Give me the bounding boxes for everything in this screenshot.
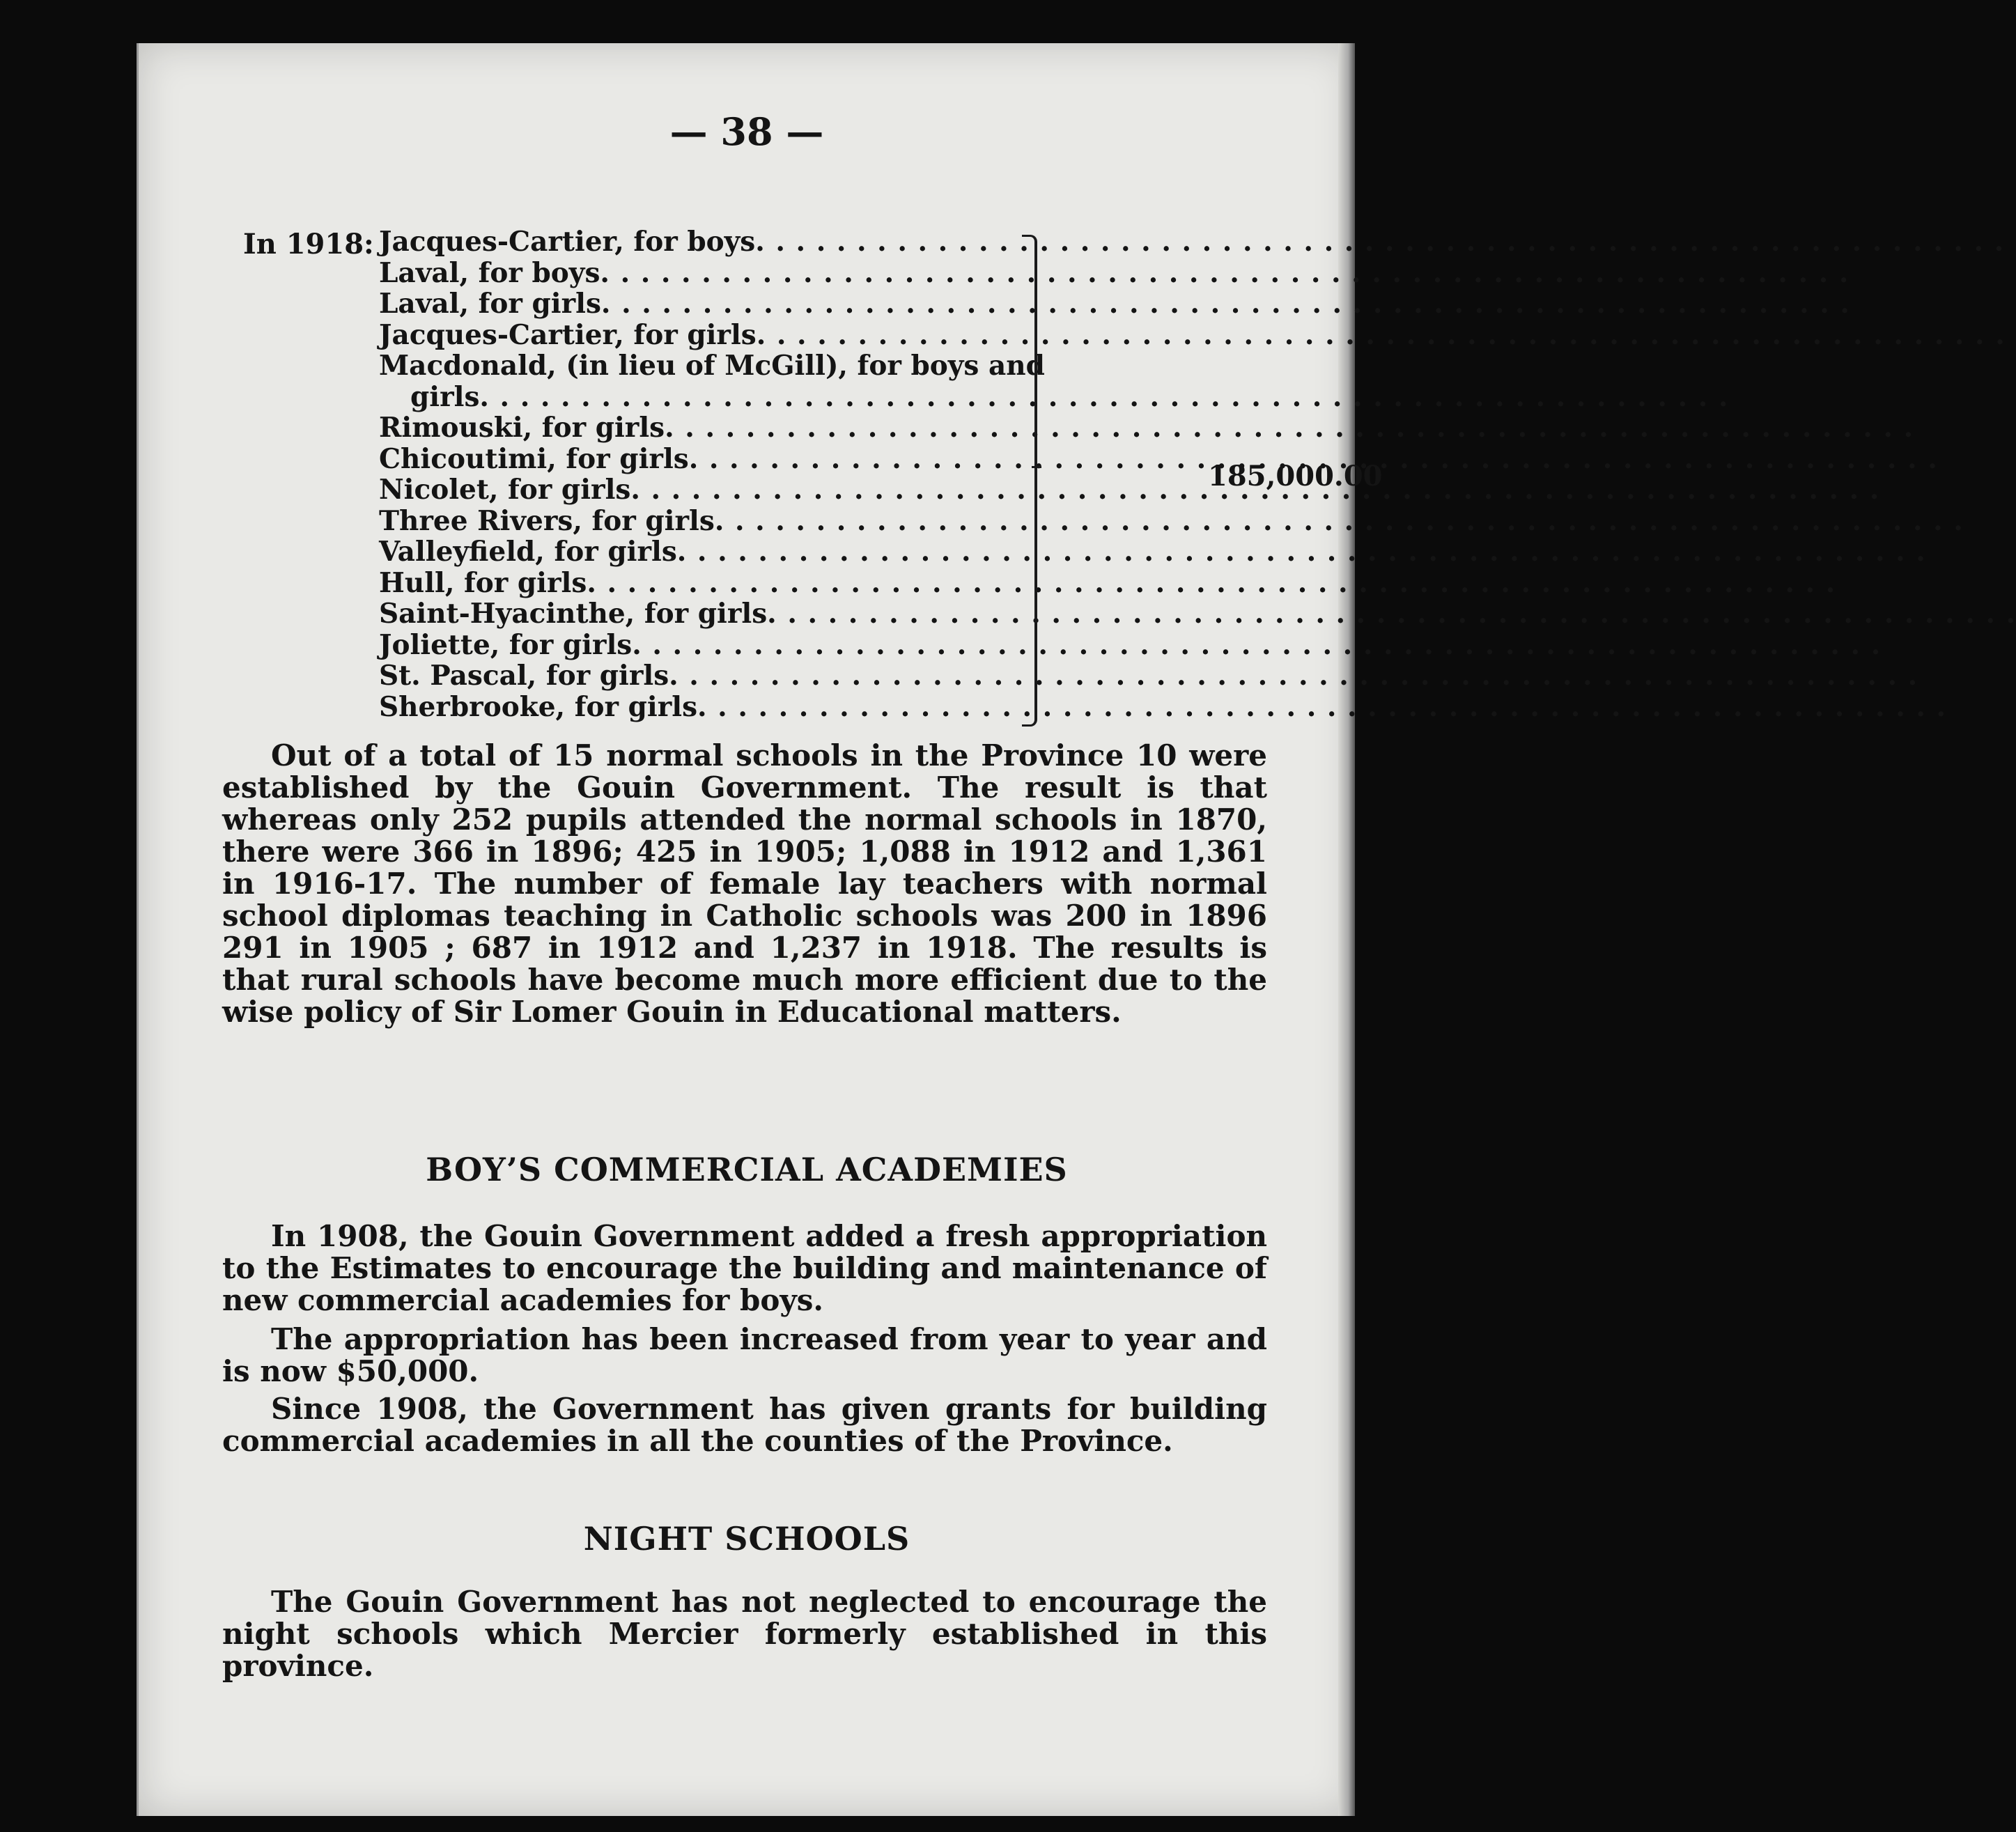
year-label: In 1918: xyxy=(243,228,374,261)
list-item: Hull, for girls . . . xyxy=(379,568,1006,599)
list-item: girls . . . xyxy=(379,382,1006,413)
list-item: Chicoutimi, for girls . . . xyxy=(379,444,1006,475)
heading-commercial-academies: BOY’S COMMERCIAL ACADEMIES xyxy=(426,1151,1068,1188)
paragraph-night-schools: The Gouin Government has not neglected to encourage the night schools which Mercier formerly established in this province. xyxy=(222,1585,1267,1683)
list-item: Laval, for girls . . . xyxy=(379,288,1006,320)
list-item: Joliette, for girls . . . xyxy=(379,630,1006,661)
grouping-brace xyxy=(1022,235,1037,727)
list-item: Jacques-Cartier, for girls . . . xyxy=(379,320,1006,351)
list-item: Jacques-Cartier, for boys . . . xyxy=(379,226,1006,258)
list-item: Rimouski, for girls . . . xyxy=(379,412,1006,444)
heading-night-schools: NIGHT SCHOOLS xyxy=(583,1520,910,1558)
list-item: Three Rivers, for girls . . . xyxy=(379,506,1006,537)
list-item: Macdonald, (in lieu of McGill), for boys and xyxy=(379,350,1045,382)
paragraph-normal-schools: Out of a total of 15 normal schools in the Province 10 were established by the Gouin Government. The result is that whereas only 252 pupils attended the normal schools in 1870, there were 366 in 1896; 425 in 1905; 1,088 in 1912 and 1,361 in 1916-17. The number of female lay teachers with normal school diplomas teaching in Catholic schools was 200 in 1896 291 in 1905 ; 687 in 1912 and 1,237 in 1918. The results is that rural schools have become much more efficient due to the wise policy of Sir Lomer Gouin in Educational matters. xyxy=(222,738,1267,1029)
list-item: Sherbrooke, for girls . . . xyxy=(379,692,1006,723)
paragraph-commercial-3: Since 1908, the Government has given grants for building commercial academies in all the counties of the Province. xyxy=(222,1392,1267,1458)
list-item: Nicolet, for girls . . . xyxy=(379,474,1006,506)
school-list xyxy=(379,226,1045,723)
list-item: Valleyfield, for girls . . . xyxy=(379,536,1006,568)
total-amount: 185,000.00 xyxy=(1208,460,1383,492)
page-number: — 38 — xyxy=(669,109,824,154)
normal-schools-list-block xyxy=(243,186,1383,726)
list-item: St. Pascal, for girls . . . xyxy=(379,660,1006,692)
list-item: Laval, for boys . . . xyxy=(379,258,1006,289)
list-item: Saint-Hyacinthe, for girls . . . xyxy=(379,598,1006,630)
paragraph-commercial-2: The appropriation has been increased from year to year and is now $50,000. xyxy=(222,1322,1267,1388)
paragraph-commercial-1: In 1908, the Gouin Government added a fresh appropriation to the Estimates to encourage the building and maintenance of new commercial academies for boys. xyxy=(222,1219,1267,1317)
brace-tip xyxy=(1032,466,1041,478)
document-page xyxy=(137,43,1383,1816)
